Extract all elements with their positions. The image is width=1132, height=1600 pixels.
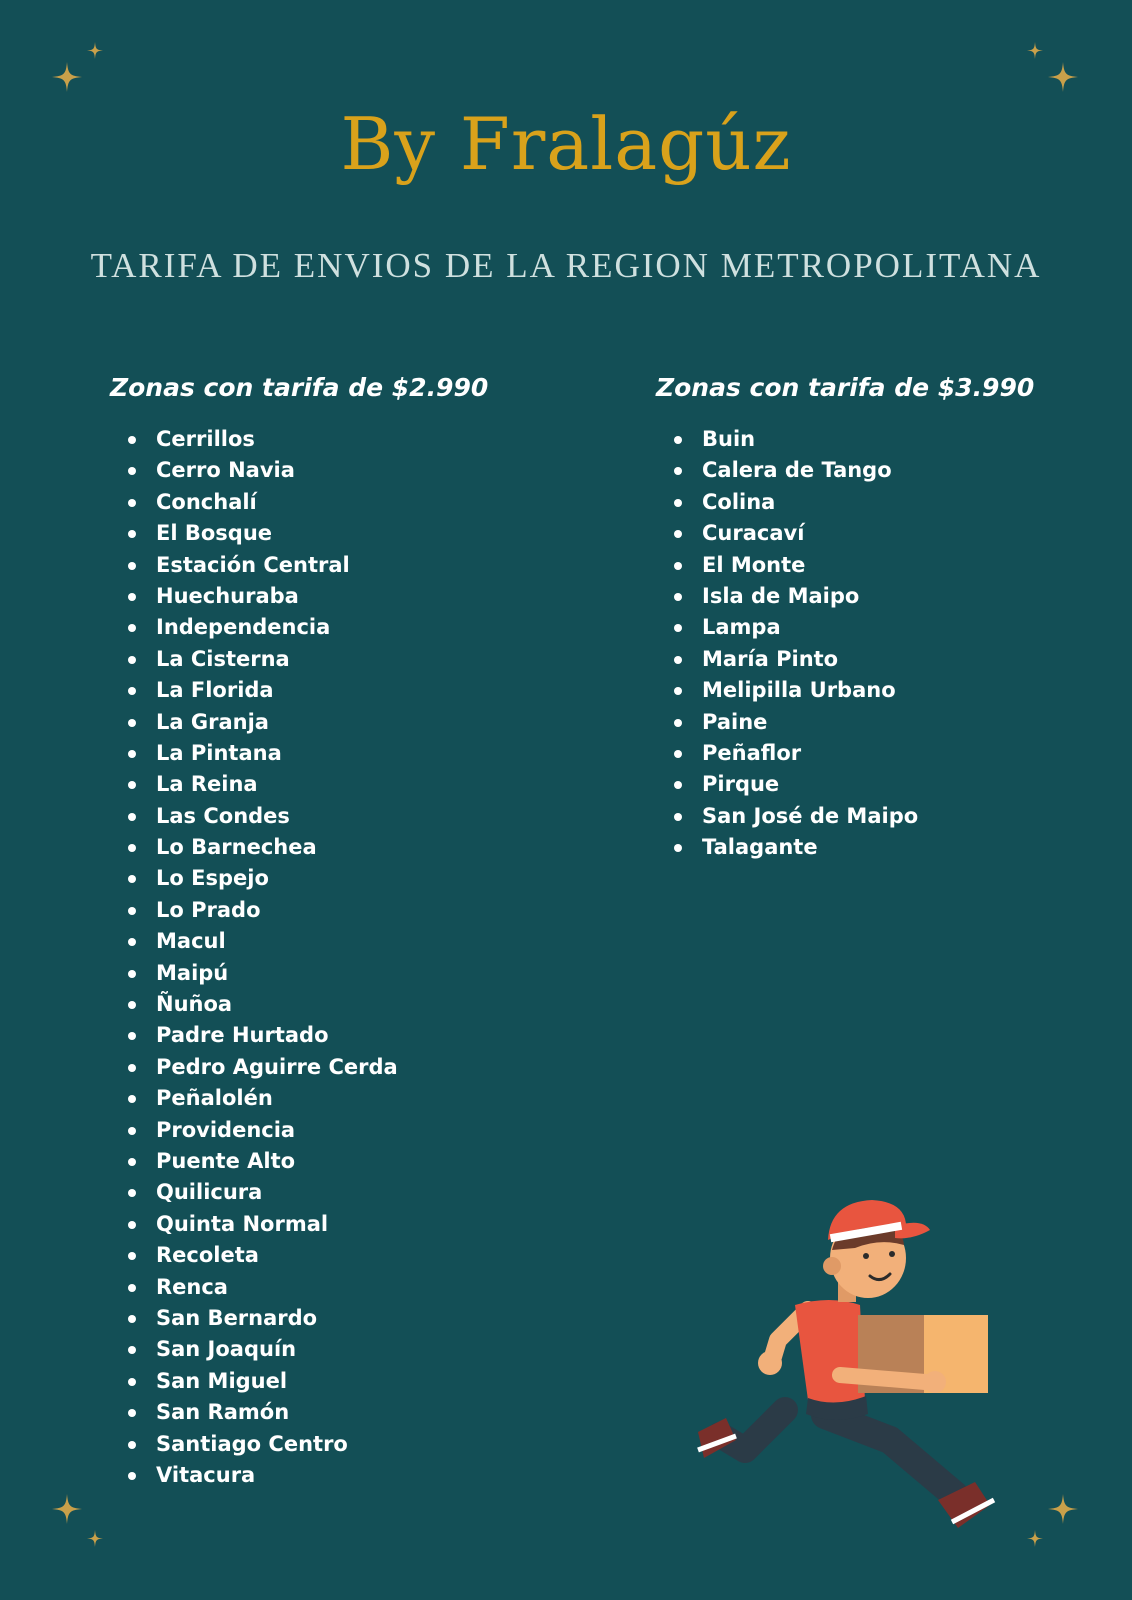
sparkle-icon [45,1490,115,1560]
list-item: Providencia [128,1115,580,1146]
list-item: Lo Prado [128,895,580,926]
list-item: La Pintana [128,738,580,769]
list-item: La Florida [128,675,580,706]
sparkle-icon [45,40,115,110]
list-item: Lo Espejo [128,863,580,894]
list-item: Calera de Tango [674,455,1096,486]
list-item: Las Condes [128,801,580,832]
list-item: Quinta Normal [128,1209,580,1240]
list-item: San José de Maipo [674,801,1096,832]
list-item: Colina [674,487,1096,518]
sparkle-icon [1018,40,1088,110]
list-item: San Miguel [128,1366,580,1397]
list-item: Cerrillos [128,424,580,455]
list-item: La Reina [128,769,580,800]
list-item: Quilicura [128,1177,580,1208]
sparkle-icon [1018,1490,1088,1560]
list-item: Recoleta [128,1240,580,1271]
list-item: Talagante [674,832,1096,863]
list-item: Huechuraba [128,581,580,612]
list-item: Santiago Centro [128,1429,580,1460]
list-item: Maipú [128,958,580,989]
zone-heading: Zonas con tarifa de $2.990 [110,373,489,402]
list-item: María Pinto [674,644,1096,675]
list-item: Conchalí [128,487,580,518]
list-item: La Granja [128,707,580,738]
page-subtitle: TARIFA DE ENVIOS DE LA REGION METROPOLITANA [90,246,1042,285]
list-item: Estación Central [128,550,580,581]
list-item: Paine [674,707,1096,738]
list-item: Isla de Maipo [674,581,1096,612]
list-item: Ñuñoa [128,989,580,1020]
list-item: Buin [674,424,1096,455]
list-item: Peñalolén [128,1083,580,1114]
list-item: Independencia [128,612,580,643]
list-item: Curacaví [674,518,1096,549]
zone-column-3990 [656,372,1096,863]
zone-heading: Zonas con tarifa de $3.990 [656,373,1035,402]
commune-list [110,424,580,1491]
list-item: Vitacura [128,1460,580,1491]
list-item: El Monte [674,550,1096,581]
list-item: Renca [128,1272,580,1303]
list-item: Lo Barnechea [128,832,580,863]
delivery-courier-icon [690,1200,1020,1570]
list-item: San Joaquín [128,1334,580,1365]
list-item: Cerro Navia [128,455,580,486]
list-item: Macul [128,926,580,957]
list-item: El Bosque [128,518,580,549]
brand-title: By Fralagúz [340,102,792,186]
list-item: Lampa [674,612,1096,643]
list-item: Pirque [674,769,1096,800]
list-item: San Bernardo [128,1303,580,1334]
list-item: Peñaflor [674,738,1096,769]
zone-column-2990 [110,372,580,1491]
list-item: Pedro Aguirre Cerda [128,1052,580,1083]
commune-list [656,424,1096,863]
list-item: Puente Alto [128,1146,580,1177]
list-item: La Cisterna [128,644,580,675]
list-item: San Ramón [128,1397,580,1428]
list-item: Melipilla Urbano [674,675,1096,706]
list-item: Padre Hurtado [128,1020,580,1051]
